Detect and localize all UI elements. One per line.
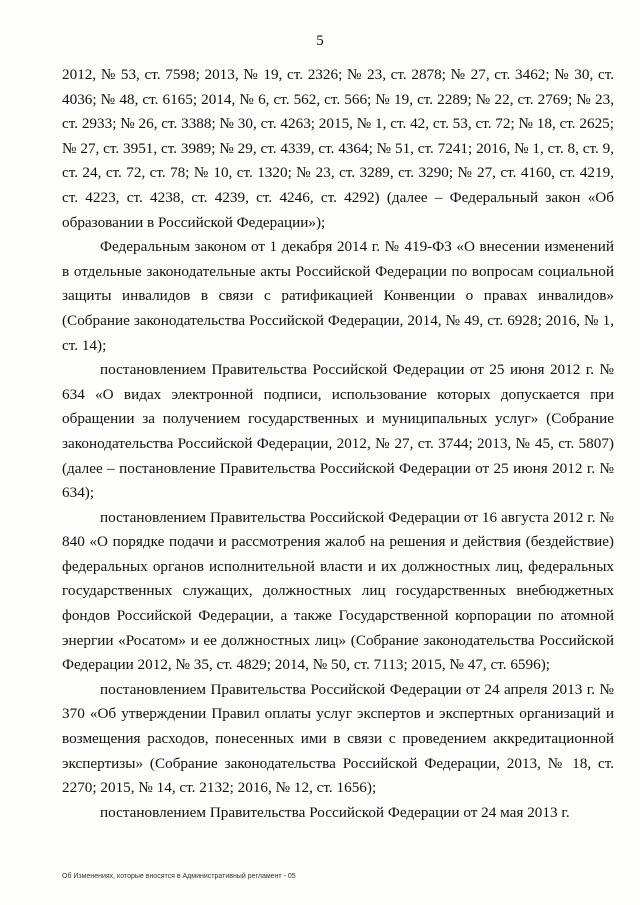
paragraph-2: Федеральным законом от 1 декабря 2014 г. № 419-ФЗ «О внесении изменений в отдельные законодательные акты Российской Федерации по вопросам социальной защиты инвалидов в связи с ратификацией Конвенции о правах инвалидов» (Собрание законодательства Российской Федерации, 2014, № 49, ст. 6928; 2016, № 1, ст. 14); [62,238,614,354]
document-body [62,63,614,825]
paragraph-4: постановлением Правительства Российской Федерации от 16 августа 2012 г. № 840 «О порядке подачи и рассмотрения жалоб на решения и действия (бездействие) федеральных органов исполнительной власти и их должностных лиц, федеральных государственных служащих, должностных лиц государственных внебюджетных фондов Российской Федерации, а также Государственной корпорации по атомной энергии «Росатом» и ее должностных лиц» (Собрание законодательства Российской Федерации 2012, № 35, ст. 4829; 2014, № 50, ст. 7113; 2015, № 47, ст. 6596); [62,508,614,674]
page-number: 5 [316,33,324,49]
paragraph-5: постановлением Правительства Российской Федерации от 24 апреля 2013 г. № 370 «Об утверждении Правил оплаты услуг экспертов и экспертных организаций и возмещения расходов, понесенных ими в связи с проведением аккредитационной экспертизы» (Собрание законодательства Российской Федерации, 2013, № 18, ст. 2270; 2015, № 14, ст. 2132; 2016, № 12, ст. 1656); [62,680,614,797]
page-footer: Об Изменениях, которые вносятся в Административный регламент - 05 [62,873,296,880]
paragraph-3: постановлением Правительства Российской Федерации от 25 июня 2012 г. № 634 «О видах электронной подписи, использование которых допускается при обращении за получением государственных и муниципальных услуг» (Собрание законодательства Российской Федерации, 2012, № 27, ст. 3744; 2013, № 45, ст. 5807) (далее – постановление Правительства Российской Федерации от 25 июня 2012 г. № 634); [62,361,614,502]
paragraph-6: постановлением Правительства Российской Федерации от 24 мая 2013 г. [100,803,570,821]
paragraph-1: 2012, № 53, ст. 7598; 2013, № 19, ст. 2326; № 23, ст. 2878; № 27, ст. 3462; № 30, ст. 4036; № 48, ст. 6165; 2014, № 6, ст. 562, ст. 566; № 19, ст. 2289; № 22, ст. 2769; № 23, ст. 2933; № 26, ст. 3388; № 30, ст. 4263; 2015, № 1, ст. 42, ст. 53, ст. 72; № 18, ст. 2625; № 27, ст. 3951, ст. 3989; № 29, ст. 4339, ст. 4364; № 51, ст. 7241; 2016, № 1, ст. 8, ст. 9, ст. 24, ст. 72, ст. 78; № 10, ст. 1320; № 23, ст. 3289, ст. 3290; № 27, ст. 4160, ст. 4219, ст. 4223, ст. 4238, ст. 4239, ст. 4246, ст. 4292) (далее – Федеральный закон «Об образовании в Российской Федерации»); [62,66,614,231]
